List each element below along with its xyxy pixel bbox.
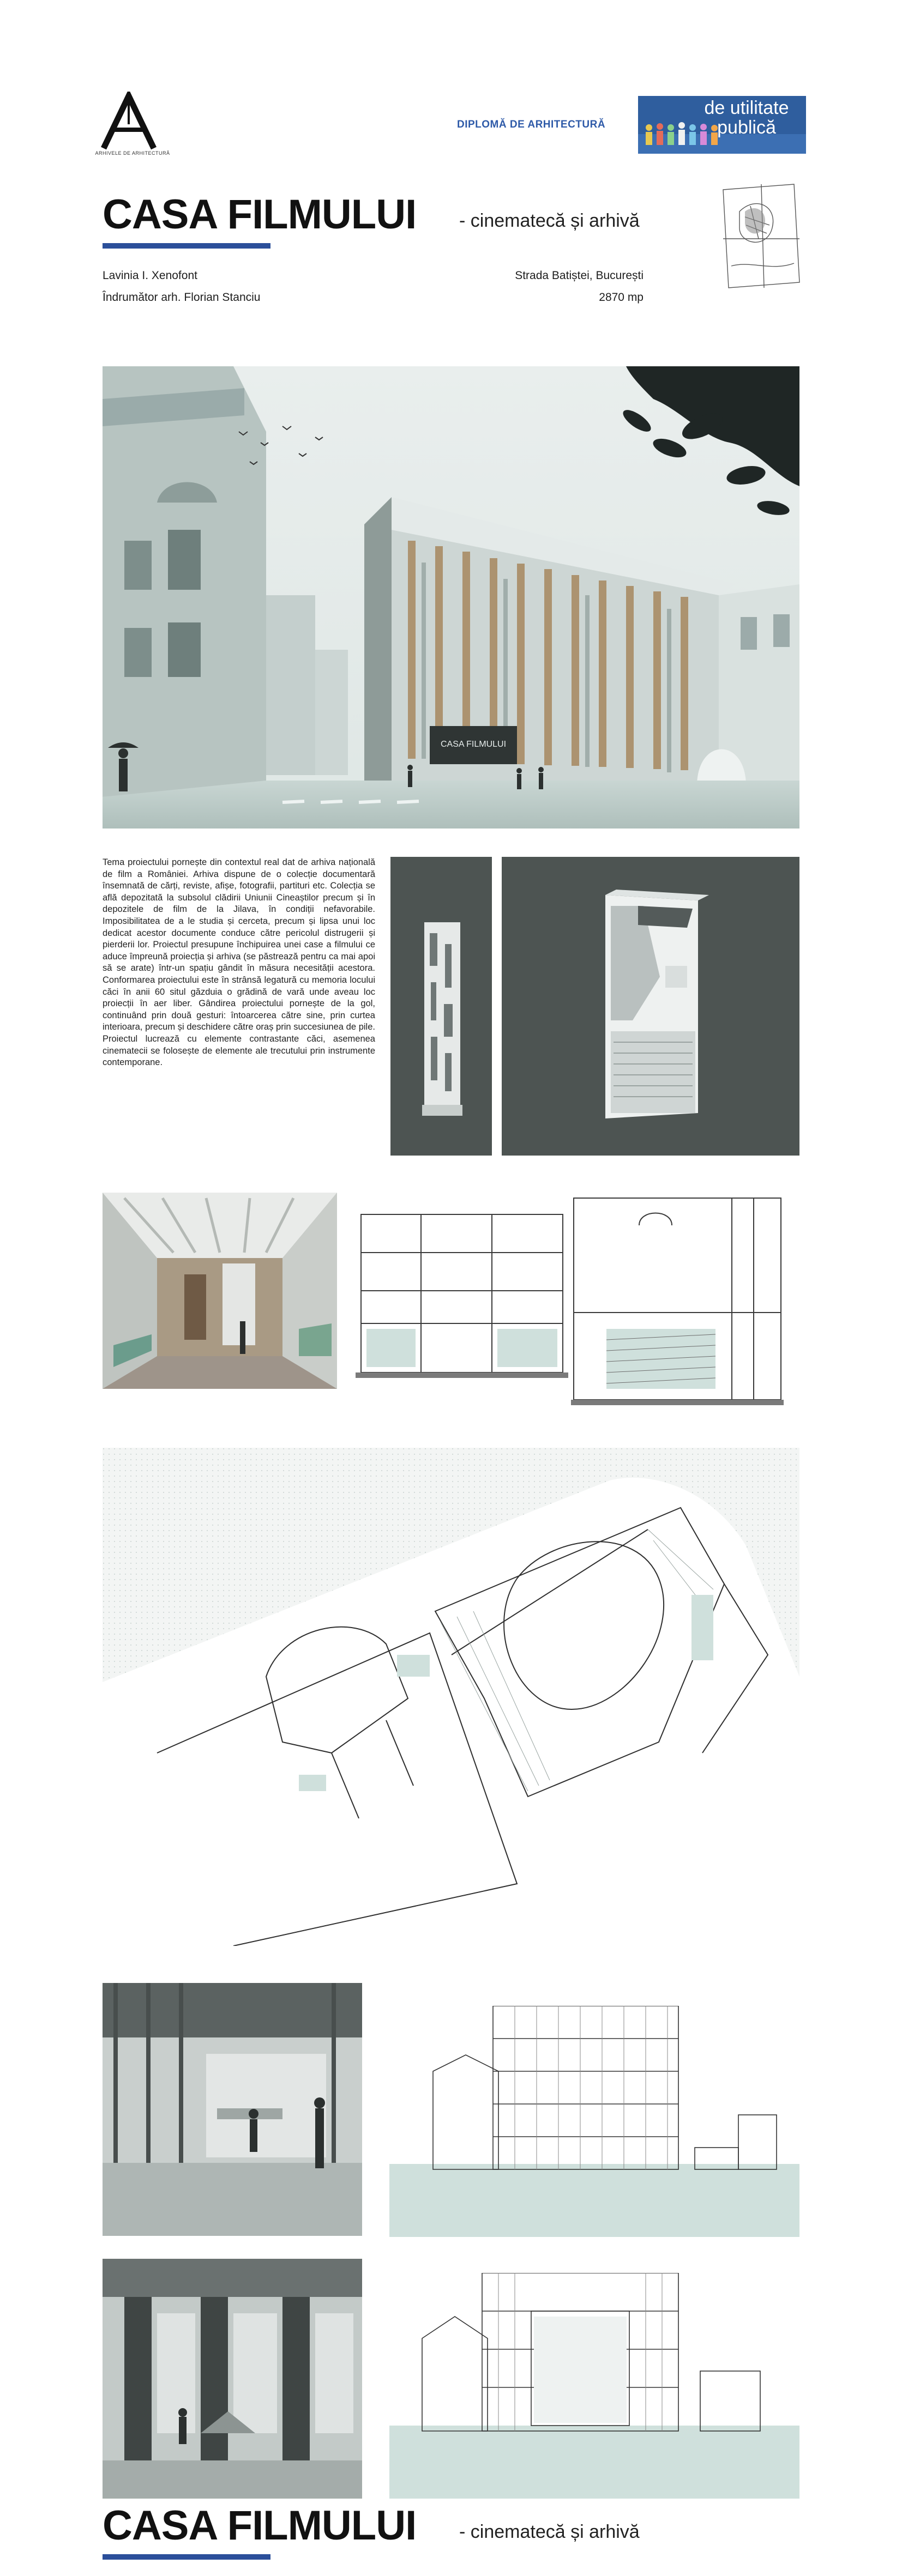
facade-sign: CASA FILMULUI [441, 740, 507, 749]
project-description: Tema proiectului pornește din contextul real dat de arhiva națională de film a României. Arhiva dispune de o colecție documentară însemnată de cărți, reviste, afișe, fotografii, partituri etc. Colecția se află depozitată la subsolul clădirii Uniunii Cineaștilor precum și în depozitele de film de la Jilava, în condiții nefavorabile. Imposibilitatea de a le studia și cerceta, precum și lipsa unui loc dedicat acestor documente conduce către pericolul distrugerii și pierderii lor. Proiectul presupune închipuirea unei case a filmului ce aduce împreună proiecția și arhiva (se păstrează pentru ca mai apoi să se arate) într-un spațiu gândit în măsura necesității acestora. Conformarea proiectului este în strânsă legatură cu memoria locului căci în anii 60 situl găzduia o grădină de vară unde aveau loc proiecții în aer liber. Gândirea proiectului pornește de la gol, continuând prin două gesturi: întoarcerea către sine, prin curtea interioara, precum și deschidere către oraș prin succesiunea de pile. Proiectul lucrează cu elemente contrastante căci, asemenea cinematecii se folosește de elemente ale trecutului prin instrumente contemporane. [103, 857, 375, 1068]
long-section-drawing [356, 1193, 799, 1413]
concept-sketch [707, 173, 811, 295]
site-area: 2870 mp [599, 291, 644, 304]
archive-hall-render [103, 2259, 362, 2499]
courtyard-model-photo [502, 857, 799, 1156]
page-title: CASA FILMULUI [103, 191, 417, 238]
cross-section-drawing-2 [389, 2273, 799, 2499]
reading-room-render [103, 1983, 362, 2236]
site-address: Strada Batiștei, București [515, 269, 644, 282]
public-utility-badge [638, 96, 806, 154]
advisor-name: Îndrumător arh. Florian Stanciu [103, 291, 261, 304]
page-subtitle: - cinematecă și arhivă [459, 210, 640, 231]
author-name: Lavinia I. Xenofont [103, 269, 197, 282]
logo-caption: ARHIVELE DE ARHITECTURĂ [95, 150, 170, 156]
title-underline [103, 243, 270, 249]
ground-floor-plan [103, 1448, 799, 1946]
diploma-label: DIPLOMĂ DE ARHITECTURĂ [457, 119, 606, 130]
foyer-interior-render [103, 1193, 337, 1389]
footer-subtitle: - cinematecă și arhivă [459, 2521, 640, 2542]
footer-title: CASA FILMULUI [103, 2502, 417, 2549]
tower-model-photo [390, 857, 492, 1156]
street-perspective-render [103, 366, 799, 829]
cross-section-drawing-1 [389, 2006, 799, 2237]
footer-underline [103, 2554, 270, 2560]
badge-text: de utilitate publică [704, 98, 789, 138]
